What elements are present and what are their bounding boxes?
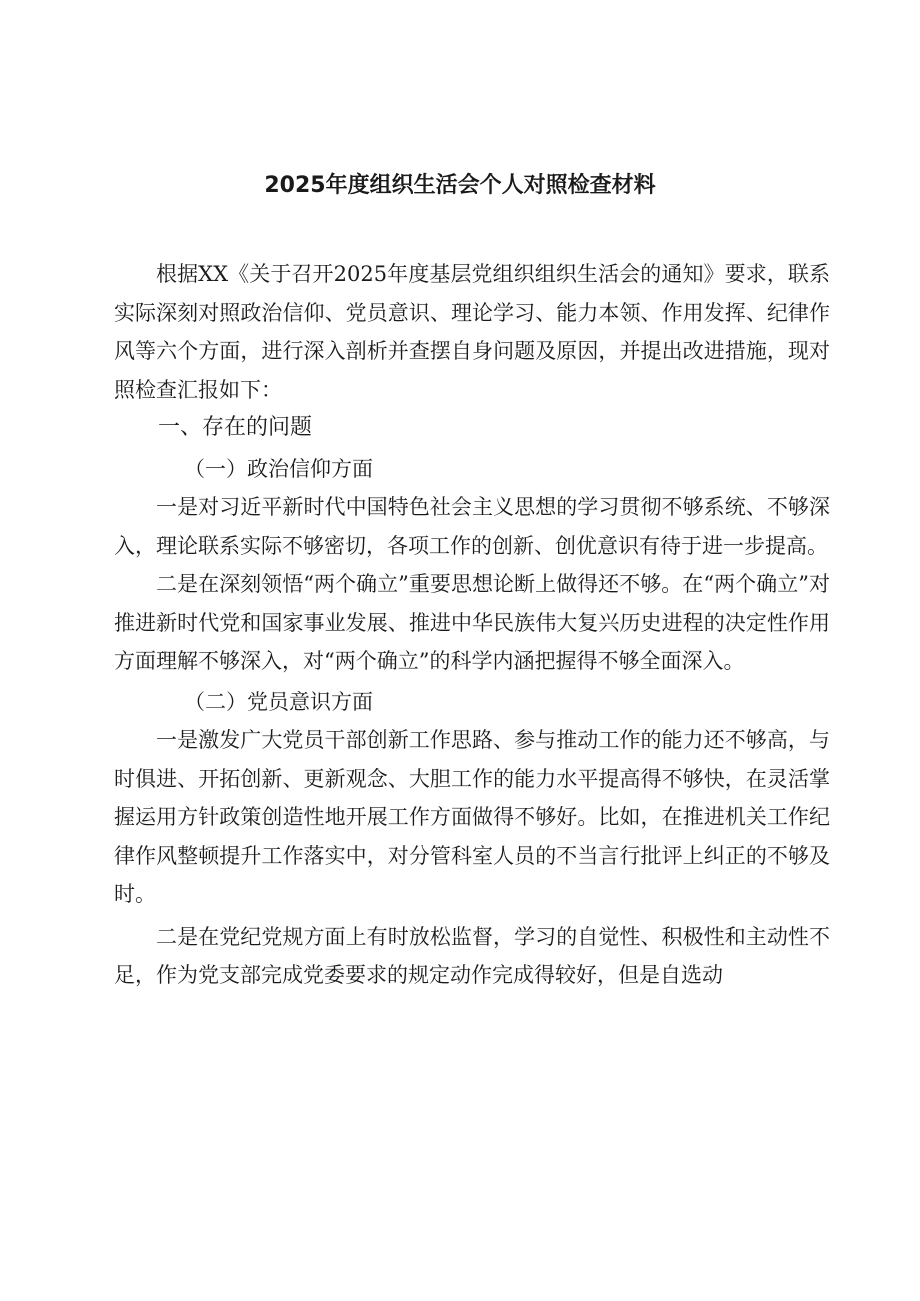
intro-paragraph: 根据XX《关于召开2025年度基层党组织组织生活会的通知》要求，联系实际深刻对照政治信仰、党员意识、理论学习、能力本领、作用发挥、纪律作风等六个方面，进行深入剖析并查摆自身问题及原因，并提出改进措施，现对照检查汇报如下：: [114, 262, 830, 402]
page-title: 2025年度组织生活会个人对照检查材料: [264, 173, 656, 198]
paragraph-party-awareness-2: 二是在党纪党规方面上有时放松监督，学习的自觉性、积极性和主动性不足，作为党支部完成党委要求的规定动作完成得较好，但是自选动: [114, 924, 830, 987]
paragraph-political-belief-2: 二是在深刻领悟“两个确立”重要思想论断上做得还不够。在“两个确立”对推进新时代党和国家事业发展、推进中华民族伟大复兴历史进程的决定性作用方面理解不够深入，对“两个确立”的科学内涵把握得不够全面深入。: [114, 572, 830, 673]
document-body: [114, 255, 830, 995]
paragraph-party-awareness-1: 一是激发广大党员干部创新工作思路、参与推动工作的能力还不够高，与时俱进、开拓创新、更新观念、大胆工作的能力水平提高得不够快，在灵活掌握运用方针政策创造性地开展工作方面做得不够好。比如，在推进机关工作纪律作风整顿提升工作落实中，对分管科室人员的不当言行批评上纠正的不够及时。: [114, 728, 830, 906]
subsection-heading-political-belief: （一）政治信仰方面: [184, 456, 373, 481]
section-heading-problems: 一、存在的问题: [158, 415, 313, 440]
subsection-heading-party-awareness: （二）党员意识方面: [184, 689, 373, 714]
paragraph-political-belief-1: 一是对习近平新时代中国特色社会主义思想的学习贯彻不够系统、不够深入，理论联系实际不够密切，各项工作的创新、创优意识有待于进一步提高。: [114, 495, 830, 558]
